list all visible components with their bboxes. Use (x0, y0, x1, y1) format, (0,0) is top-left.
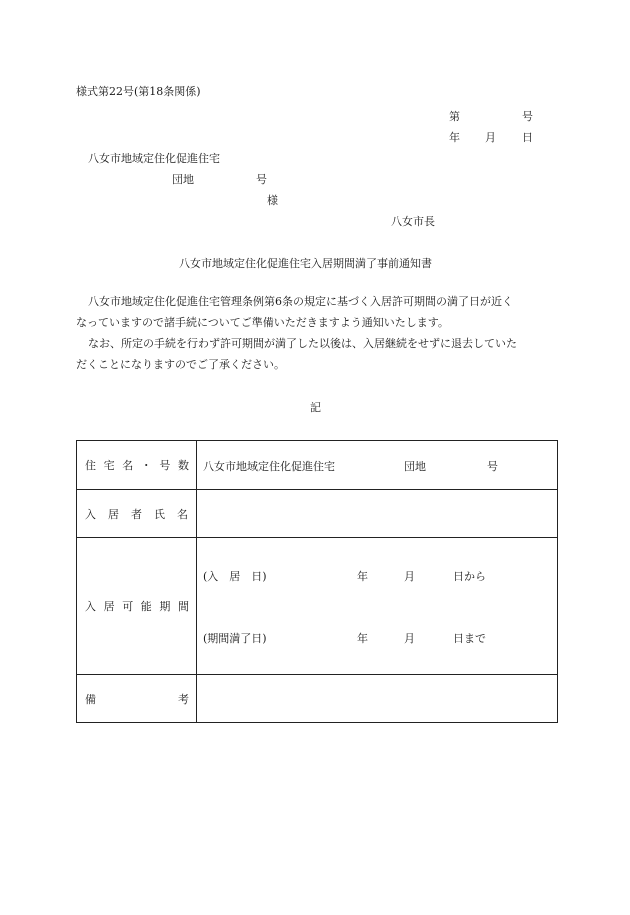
date-day: 日 (522, 131, 533, 144)
form-number: 様式第22号(第18条関係) (76, 85, 201, 98)
sender: 八女市長 (391, 215, 435, 228)
period-start-year: 年 (357, 570, 368, 583)
body-p1-line1: 八女市地域定住化促進住宅管理条例第6条の規定に基づく入居許可期間の満了日が近く (88, 295, 513, 308)
body-p2-line2: だくことになりますのでご了承ください。 (76, 358, 285, 371)
addressee-danchi: 団地 (172, 173, 194, 186)
residence-name: 八女市地域定住化促進住宅 (203, 460, 335, 473)
period-end-year: 年 (357, 632, 368, 645)
table-row-residence (77, 441, 558, 490)
table-row-remarks (77, 675, 558, 723)
document-title: 八女市地域定住化促進住宅入居期間満了事前通知書 (179, 257, 432, 270)
residence-value-cell (197, 441, 558, 490)
body-p1-line2: なっていますので諸手続についてご準備いただきますよう通知いたします。 (76, 316, 449, 329)
period-start-label: (入 居 日) (203, 570, 267, 583)
remarks-value-cell (197, 675, 558, 723)
period-start-day: 日から (453, 570, 486, 583)
residence-label-cell (77, 441, 197, 490)
addressee-number: 号 (256, 173, 267, 186)
addressee-complex: 八女市地域定住化促進住宅 (88, 152, 220, 165)
resident-label-cell (77, 490, 197, 538)
body-text (76, 295, 560, 375)
notice-table (76, 440, 558, 723)
doc-number-suffix: 号 (522, 110, 533, 123)
remarks-label: 備 考 (85, 692, 189, 706)
period-end-label: (期間満了日) (203, 632, 267, 645)
body-p2-line1: なお、所定の手続を行わず許可期間が満了した以後は、入居継続をせずに退去していた (88, 337, 517, 350)
resident-name-cell (197, 490, 558, 538)
table-row-resident (77, 490, 558, 538)
remarks-label-cell (77, 675, 197, 723)
period-label: 入 居 可 能 期 間 (85, 600, 189, 613)
ki-heading: 記 (310, 401, 321, 414)
date-year: 年 (449, 131, 460, 144)
period-value-cell (197, 538, 558, 675)
resident-label: 入 居 者 氏 名 (85, 507, 188, 521)
residence-number: 号 (487, 460, 498, 473)
period-end-day: 日まで (453, 632, 486, 645)
period-label-cell (77, 538, 197, 675)
date-month: 月 (485, 131, 496, 144)
residence-label: 住 宅 名 ・ 号 数 (85, 459, 189, 472)
period-end-month: 月 (404, 632, 415, 645)
table-row-period (77, 538, 558, 675)
period-start-month: 月 (404, 570, 415, 583)
addressee-honorific: 様 (267, 194, 278, 207)
doc-number-prefix: 第 (449, 110, 460, 123)
residence-danchi: 団地 (404, 460, 426, 473)
